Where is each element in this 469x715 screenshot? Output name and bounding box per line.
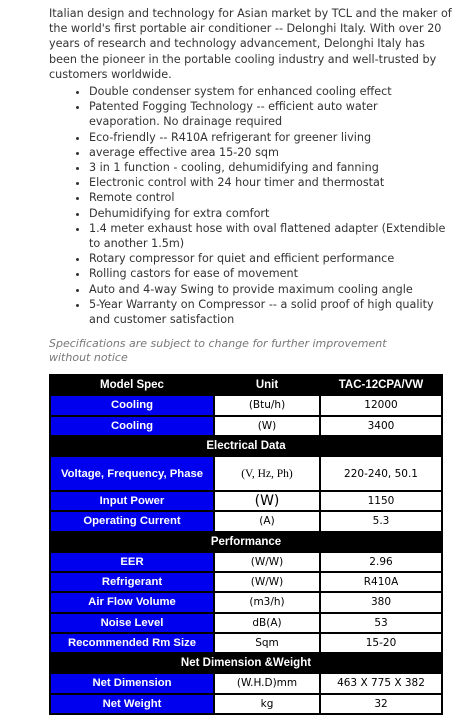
feature-item: • Patented Fogging Technology -- efficient auto water evaporation. No drainage required [89, 99, 449, 129]
feature-item: • Remote control [89, 190, 449, 205]
feature-item: • Rolling castors for ease of movement [89, 266, 449, 281]
row-unit: (Btu/h) [214, 395, 320, 415]
feature-item: • 1.4 meter exhaust hose with oval flattened adapter (Extendible to another 1.5m) [89, 221, 449, 251]
row-unit: (W) [214, 416, 320, 436]
row-value: R410A [320, 572, 442, 592]
feature-item: • Rotary compressor for quiet and efficient performance [89, 251, 449, 266]
header-unit: Unit [214, 375, 320, 395]
row-label: Net Dimension [50, 673, 214, 693]
row-value: 220-240, 50.1 [320, 456, 442, 491]
row-unit: (A) [214, 511, 320, 531]
table-row [50, 491, 442, 511]
row-value: 12000 [320, 395, 442, 415]
section-electrical-data: Electrical Data [50, 436, 442, 456]
specification-note: Specifications are subject to change for further improvement without notice [49, 337, 387, 364]
feature-item: • 3 in 1 function - cooling, dehumidifying and fanning [89, 160, 449, 175]
row-unit: (W.H.D)mm [214, 673, 320, 693]
feature-item: • Double condenser system for enhanced cooling effect [89, 84, 449, 99]
table-row [50, 694, 442, 714]
spec-table [49, 374, 443, 715]
section-header-row [50, 436, 442, 456]
table-row [50, 416, 442, 436]
row-label: Net Weight [50, 694, 214, 714]
row-label: Operating Current [50, 511, 214, 531]
row-unit: (V, Hz, Ph) [214, 456, 320, 491]
feature-item: • Auto and 4-way Swing to provide maximum cooling angle [89, 282, 449, 297]
feature-item: • Eco-friendly -- R410A refrigerant for greener living [89, 130, 449, 145]
row-label: Input Power [50, 491, 214, 511]
row-label: Air Flow Volume [50, 592, 214, 612]
intro-paragraph: Italian design and technology for Asian market by TCL and the maker of the world's first portable air conditioner -- Delonghi Italy. With over 20 years of research and technology advancement, Delonghi Italy has been the pioneer in the portable cooling industry and well-trusted by customers worldwide. [49, 7, 452, 81]
feature-item: • 5-Year Warranty on Compressor -- a solid proof of high quality and customer satisfaction [89, 297, 449, 327]
row-label: Recommended Rm Size [50, 633, 214, 653]
feature-list [49, 84, 449, 327]
feature-item: • Dehumidifying for extra comfort [89, 206, 449, 221]
table-row [50, 613, 442, 633]
row-unit: kg [214, 694, 320, 714]
row-unit: (W) [214, 491, 320, 511]
header-model: TAC-12CPA/VW [320, 375, 442, 395]
row-value: 463 X 775 X 382 [320, 673, 442, 693]
section-performance: Performance [50, 532, 442, 552]
section-header-row [50, 532, 442, 552]
row-label: Cooling [50, 416, 214, 436]
table-row [50, 633, 442, 653]
row-value: 53 [320, 613, 442, 633]
table-row [50, 592, 442, 612]
table-row [50, 511, 442, 531]
table-row [50, 673, 442, 693]
row-unit: Sqm [214, 633, 320, 653]
header-model-spec: Model Spec [50, 375, 214, 395]
row-value: 2.96 [320, 552, 442, 572]
row-unit: dB(A) [214, 613, 320, 633]
table-row [50, 456, 442, 491]
row-unit: (W/W) [214, 552, 320, 572]
row-unit: (m3/h) [214, 592, 320, 612]
table-row [50, 552, 442, 572]
row-label: Noise Level [50, 613, 214, 633]
row-value: 3400 [320, 416, 442, 436]
row-label: Voltage, Frequency, Phase [50, 456, 214, 491]
row-value: 5.3 [320, 511, 442, 531]
row-value: 380 [320, 592, 442, 612]
section-header-row [50, 653, 442, 673]
section-net-dimension-weight: Net Dimension &Weight [50, 653, 442, 673]
row-label: Refrigerant [50, 572, 214, 592]
row-value: 32 [320, 694, 442, 714]
table-row [50, 572, 442, 592]
row-value: 1150 [320, 491, 442, 511]
row-label: EER [50, 552, 214, 572]
row-label: Cooling [50, 395, 214, 415]
table-header-row [50, 375, 442, 395]
row-unit: (W/W) [214, 572, 320, 592]
feature-item: • average effective area 15-20 sqm [89, 145, 449, 160]
row-value: 15-20 [320, 633, 442, 653]
feature-item: • Electronic control with 24 hour timer and thermostat [89, 175, 449, 190]
table-row [50, 395, 442, 415]
